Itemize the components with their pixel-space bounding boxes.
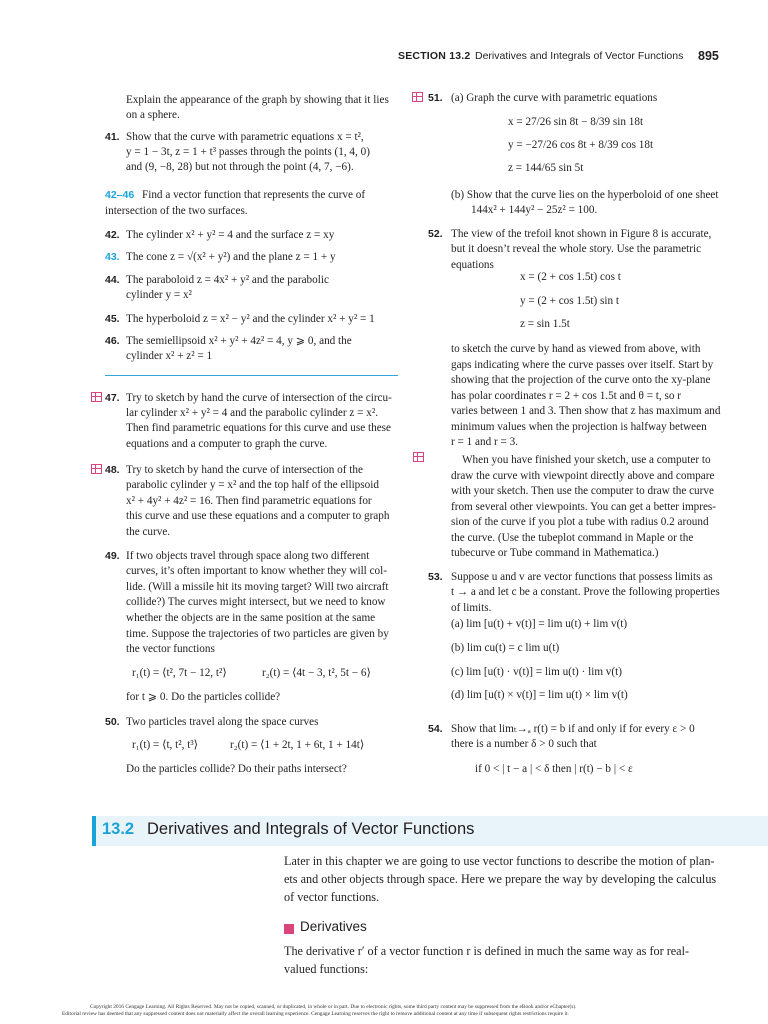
section-heading-accent	[92, 816, 96, 846]
section-label: SECTION 13.2	[398, 50, 471, 62]
exercise-text: If two objects travel through space along two different	[126, 550, 370, 562]
exercise-text: curves, it’s often important to know whether they will col-	[126, 565, 387, 577]
exercise-text: Try to sketch by hand the curve of intersection of the	[126, 464, 363, 476]
exercise-text: showing that the projection of the curve onto the xy-plane	[451, 374, 711, 386]
exercise-group-text: Find a vector function that represents the curve of	[142, 189, 366, 201]
limit-property-a: (a) lim [u(t) + v(t)] = lim u(t) + lim v(t)	[451, 618, 628, 630]
vector-function-r2: r₂(t) = ⟨4t − 3, t², 5t − 6⟩	[262, 667, 371, 679]
exercise-number: 53.	[428, 571, 443, 583]
graphing-calculator-icon	[412, 92, 423, 102]
exercise-group-number: 42–46	[105, 189, 135, 201]
exercise-text: The cone z = √(x² + y²) and the plane z = 1 + y	[126, 251, 336, 263]
body-paragraph-line: of vector functions.	[284, 890, 380, 904]
section-title: Derivatives and Integrals of Vector Functions	[147, 820, 475, 838]
parametric-equation-z: z = 144/65 sin 5t	[508, 162, 584, 174]
exercise-number: 49.	[105, 550, 120, 562]
limit-condition: if 0 < | t − a | < δ then | r(t) − b | < ε	[475, 763, 633, 775]
exercise-text: the curve.	[126, 526, 171, 538]
subhead-bullet-icon	[284, 924, 294, 934]
exercise-text: the vector functions	[126, 643, 215, 655]
exercise-text: equations	[451, 259, 494, 271]
exercise-text: The semiellipsoid x² + y² + 4z² = 4, y ⩾ 0, and the	[126, 335, 352, 347]
exercise-number: 47.	[105, 392, 120, 404]
exercise-text: for t ⩾ 0. Do the particles collide?	[126, 691, 281, 703]
divider-rule	[105, 375, 398, 376]
exercise-text: Try to sketch by hand the curve of intersection of the circu-	[126, 392, 392, 404]
copyright-line: Editorial review has deemed that any suppressed content does not materially affect the overall learning experience. Cengage Learning reserves the right to remove additional content at any time if subsequent rights restrictions require it.	[62, 1011, 569, 1017]
exercise-number: 52.	[428, 228, 443, 240]
exercise-text: When you have finished your sketch, use a computer to	[462, 454, 711, 466]
exercise-text: Suppose u and v are vector functions that possess limits as	[451, 571, 713, 583]
exercise-text: minimum values when the projection is halfway between	[451, 421, 707, 433]
exercise-text: cylinder x² + z² = 1	[126, 350, 213, 362]
exercise-text: the curve. (Use the tubeplot command in Maple or the	[451, 532, 694, 544]
exercise-text: sion of the curve if you plot a tube with radius 0.2 around	[451, 516, 709, 528]
body-paragraph-line: ets and other objects through space. Here we prepare the way by developing the calculus	[284, 872, 717, 886]
exercise-text: from several other viewpoints. You can get a better impres-	[451, 501, 717, 513]
body-paragraph-line: The derivative r′ of a vector function r is defined in much the same way as for real-	[284, 944, 690, 958]
graphing-calculator-icon	[91, 464, 102, 474]
exercise-text: Two particles travel along the space curves	[126, 716, 319, 728]
exercise-text: varies between 1 and 3. Then show that z has maximum and	[451, 405, 721, 417]
body-paragraph-line: Later in this chapter we are going to use vector functions to describe the motion of plan-	[284, 854, 715, 868]
exercise-part: 144x² + 144y² − 25z² = 100.	[471, 204, 598, 216]
exercise-number: 41.	[105, 131, 120, 143]
exercise-text: and (9, −8, 28) but not through the point (4, 7, −6).	[126, 161, 354, 173]
limit-property-d: (d) lim [u(t) × v(t)] = lim u(t) × lim v(t)	[451, 689, 628, 701]
exercise-text: The view of the trefoil knot shown in Figure 8 is accurate,	[451, 228, 712, 240]
exercise-text: x² + 4y² + 4z² = 16. Then find parametric equations for	[126, 495, 372, 507]
exercise-group-text: intersection of the two surfaces.	[105, 205, 248, 217]
exercise-number: 46.	[105, 335, 120, 347]
exercise-number: 54.	[428, 723, 443, 735]
exercise-text: Show that the curve with parametric equations x = t²,	[126, 131, 364, 143]
page-number: 895	[698, 49, 719, 63]
exercise-text: The paraboloid z = 4x² + y² and the parabolic	[126, 274, 329, 286]
exercise-part: (b) Show that the curve lies on the hyperboloid of one sheet	[451, 189, 719, 201]
exercise-part: (a) Graph the curve with parametric equations	[451, 92, 658, 104]
section-number: 13.2	[102, 820, 135, 838]
exercise-text: The cylinder x² + y² = 4 and the surface z = xy	[126, 229, 335, 241]
exercise-text: with your sketch. Then use the computer to draw the curve	[451, 485, 714, 497]
exercise-text: tubecurve or Tube command in Mathematica.)	[451, 547, 659, 559]
exercise-text: whether the objects are in the same position at the same	[126, 612, 376, 624]
exercise-text: this curve and use these equations and a computer to graph	[126, 510, 390, 522]
exercise-number: 45.	[105, 313, 120, 325]
parametric-equation-x: x = (2 + cos 1.5t) cos t	[520, 271, 621, 283]
body-paragraph-line: valued functions:	[284, 962, 369, 976]
vector-function-r1: r₁(t) = ⟨t², 7t − 12, t²⟩	[132, 667, 227, 679]
copyright-line: Copyright 2016 Cengage Learning. All Rights Reserved. May not be copied, scanned, or duplicated, in whole or in part. Due to electronic rights, some third party content may be suppressed from the eBook and/or eChapter(s).	[90, 1004, 577, 1010]
exercise-text: The hyperboloid z = x² − y² and the cylinder x² + y² = 1	[126, 313, 375, 325]
limit-property-b: (b) lim cu(t) = c lim u(t)	[451, 642, 560, 654]
vector-function-r1: r₁(t) = ⟨t, t², t³⟩	[132, 739, 199, 751]
limit-property-c: (c) lim [u(t) · v(t)] = lim u(t) · lim v(t)	[451, 666, 622, 678]
exercise-text: Do the particles collide? Do their paths intersect?	[126, 763, 347, 775]
exercise-text: collide?) The curves might intersect, but we need to know	[126, 596, 386, 608]
parametric-equation-y: y = (2 + cos 1.5t) sin t	[520, 295, 620, 307]
exercise-text: r = 1 and r = 3.	[451, 436, 518, 448]
graphing-calculator-icon	[91, 392, 102, 402]
vector-function-r2: r₂(t) = ⟨1 + 2t, 1 + 6t, 1 + 14t⟩	[230, 739, 365, 751]
running-title: Derivatives and Integrals of Vector Functions	[475, 50, 684, 62]
exercise-text: t → a and let c be a constant. Prove the following properties	[451, 586, 720, 598]
exercise-text: gaps indicating where the curve passes over itself. Start by	[451, 359, 714, 371]
exercise-text: cylinder y = x²	[126, 289, 192, 301]
parametric-equation-y: y = −27/26 cos 8t + 8/39 cos 18t	[508, 139, 654, 151]
exercise-text: has polar coordinates r = 2 + cos 1.5t and θ = t, so r	[451, 390, 681, 402]
exercise-text: lar cylinder x² + y² = 4 and the parabolic cylinder z = x².	[126, 407, 379, 419]
exercise-number: 48.	[105, 464, 120, 476]
parametric-equation-z: z = sin 1.5t	[520, 318, 570, 330]
exercise-number: 44.	[105, 274, 120, 286]
exercise-number: 51.	[428, 92, 443, 104]
exercise-text: lide. (Will a missile hit its moving target? Will two aircraft	[126, 581, 389, 593]
exercise-text: but it doesn’t reveal the whole story. Use the parametric	[451, 243, 702, 255]
exercise-text: draw the curve with viewpoint directly above and compare	[451, 470, 715, 482]
exercise-text: parabolic cylinder y = x² and the top half of the ellipsoid	[126, 479, 379, 491]
exercise-text: time. Suppose the trajectories of two particles are given by	[126, 628, 389, 640]
exercise-text: there is a number δ > 0 such that	[451, 738, 597, 750]
exercise-number: 42.	[105, 229, 120, 241]
graphing-calculator-icon	[413, 452, 424, 462]
exercise-number: 43.	[105, 251, 120, 263]
exercise-text: Show that limₜ→ₐ r(t) = b if and only if for every ε > 0	[451, 723, 695, 735]
parametric-equation-x: x = 27/26 sin 8t − 8/39 sin 18t	[508, 116, 644, 128]
intro-line: on a sphere.	[126, 109, 180, 121]
subsection-title: Derivatives	[300, 919, 367, 934]
exercise-number: 50.	[105, 716, 120, 728]
exercise-text: y = 1 − 3t, z = 1 + t³ passes through the points (1, 4, 0)	[126, 146, 370, 158]
exercise-text: equations and a computer to graph the curve.	[126, 438, 328, 450]
intro-line: Explain the appearance of the graph by showing that it lies	[126, 94, 389, 106]
exercise-text: of limits.	[451, 602, 492, 614]
exercise-text: Then find parametric equations for this curve and use these	[126, 422, 391, 434]
exercise-text: to sketch the curve by hand as viewed from above, with	[451, 343, 701, 355]
